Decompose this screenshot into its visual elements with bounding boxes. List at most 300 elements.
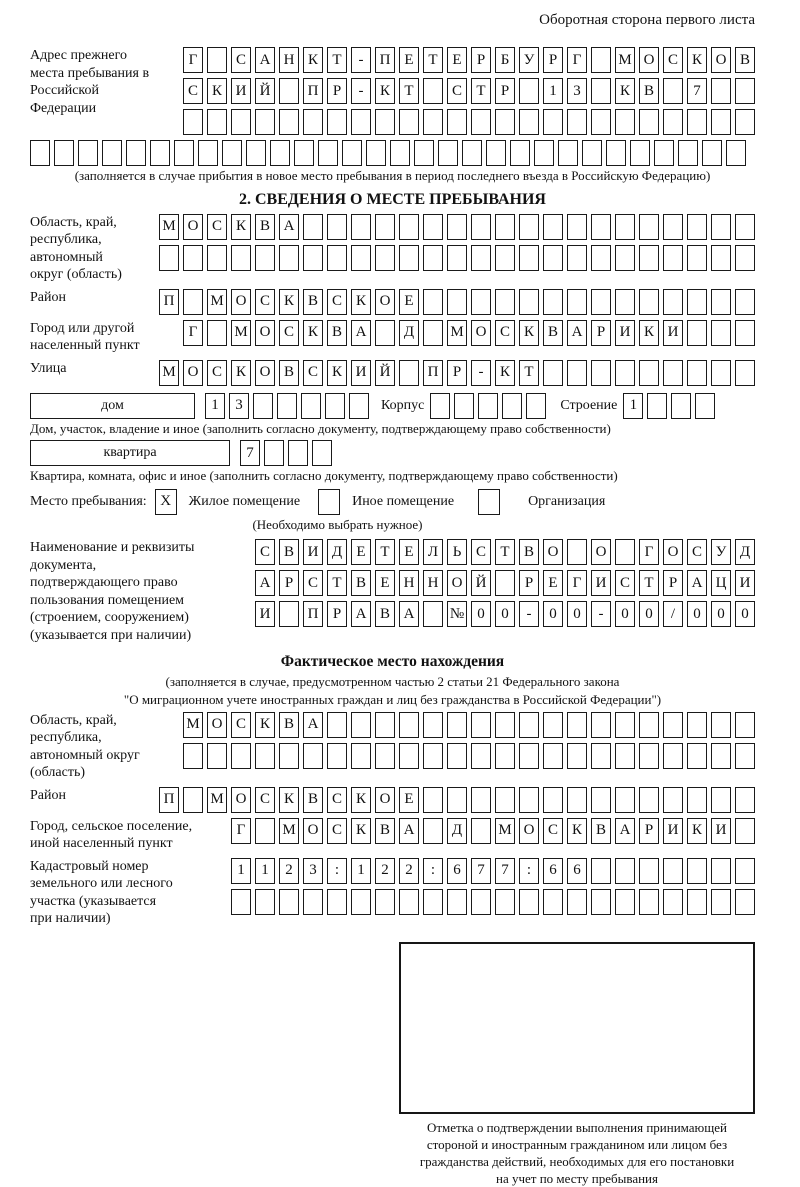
char-cell[interactable]: Й <box>471 570 491 596</box>
char-cell[interactable] <box>351 743 371 769</box>
char-cell[interactable]: Н <box>423 570 443 596</box>
char-cell[interactable] <box>375 889 395 915</box>
street-grid[interactable] <box>159 360 755 386</box>
char-cell[interactable] <box>183 245 203 271</box>
char-cell[interactable]: С <box>543 818 563 844</box>
char-cell[interactable]: У <box>711 539 731 565</box>
char-cell[interactable] <box>207 245 227 271</box>
actual-region-grid-row-1[interactable] <box>183 712 755 738</box>
char-cell[interactable] <box>510 140 530 166</box>
char-cell[interactable]: Г <box>567 570 587 596</box>
char-cell[interactable] <box>279 601 299 627</box>
char-cell[interactable]: О <box>255 320 275 346</box>
char-cell[interactable] <box>471 109 491 135</box>
char-cell[interactable]: 0 <box>471 601 491 627</box>
char-cell[interactable]: К <box>207 78 227 104</box>
char-cell[interactable]: : <box>423 858 443 884</box>
char-cell[interactable]: Т <box>519 360 539 386</box>
char-cell[interactable]: А <box>567 320 587 346</box>
char-cell[interactable] <box>447 245 467 271</box>
char-cell[interactable]: 0 <box>567 601 587 627</box>
char-cell[interactable]: С <box>327 289 347 315</box>
char-cell[interactable] <box>543 787 563 813</box>
char-cell[interactable] <box>687 712 707 738</box>
char-cell[interactable] <box>663 289 683 315</box>
char-cell[interactable] <box>423 289 443 315</box>
char-cell[interactable]: И <box>663 818 683 844</box>
char-cell[interactable]: : <box>519 858 539 884</box>
char-cell[interactable] <box>327 245 347 271</box>
char-cell[interactable] <box>735 245 755 271</box>
char-cell[interactable] <box>447 787 467 813</box>
char-cell[interactable]: К <box>231 214 251 240</box>
char-cell[interactable] <box>647 393 667 419</box>
char-cell[interactable] <box>711 78 731 104</box>
char-cell[interactable]: С <box>615 570 635 596</box>
char-cell[interactable]: 1 <box>255 858 275 884</box>
char-cell[interactable]: В <box>519 539 539 565</box>
char-cell[interactable]: С <box>255 289 275 315</box>
char-cell[interactable]: К <box>375 78 395 104</box>
char-cell[interactable]: С <box>231 712 251 738</box>
char-cell[interactable] <box>615 743 635 769</box>
char-cell[interactable]: Р <box>639 818 659 844</box>
char-cell[interactable] <box>711 712 731 738</box>
char-cell[interactable]: 3 <box>229 393 249 419</box>
char-cell[interactable]: : <box>327 858 347 884</box>
char-cell[interactable]: С <box>255 787 275 813</box>
char-cell[interactable]: М <box>615 47 635 73</box>
char-cell[interactable]: 3 <box>567 78 587 104</box>
char-cell[interactable] <box>423 320 443 346</box>
char-cell[interactable]: № <box>447 601 467 627</box>
char-cell[interactable]: М <box>159 214 179 240</box>
char-cell[interactable] <box>423 601 443 627</box>
char-cell[interactable] <box>591 78 611 104</box>
char-cell[interactable]: А <box>351 320 371 346</box>
char-cell[interactable] <box>567 360 587 386</box>
char-cell[interactable]: С <box>687 539 707 565</box>
char-cell[interactable] <box>567 712 587 738</box>
char-cell[interactable]: А <box>255 570 275 596</box>
char-cell[interactable] <box>486 140 506 166</box>
char-cell[interactable] <box>351 245 371 271</box>
char-cell[interactable]: С <box>495 320 515 346</box>
char-cell[interactable] <box>663 109 683 135</box>
char-cell[interactable]: В <box>543 320 563 346</box>
char-cell[interactable] <box>447 889 467 915</box>
char-cell[interactable] <box>687 320 707 346</box>
char-cell[interactable]: А <box>399 818 419 844</box>
char-cell[interactable]: Т <box>471 78 491 104</box>
char-cell[interactable]: М <box>495 818 515 844</box>
char-cell[interactable]: Е <box>447 47 467 73</box>
char-cell[interactable]: Т <box>423 47 443 73</box>
char-cell[interactable]: К <box>351 787 371 813</box>
char-cell[interactable] <box>277 393 297 419</box>
cadastral-grid-row-2[interactable] <box>231 889 755 915</box>
char-cell[interactable] <box>687 858 707 884</box>
char-cell[interactable] <box>711 320 731 346</box>
char-cell[interactable]: В <box>735 47 755 73</box>
char-cell[interactable] <box>711 214 731 240</box>
char-cell[interactable]: О <box>519 818 539 844</box>
char-cell[interactable] <box>447 109 467 135</box>
char-cell[interactable] <box>327 214 347 240</box>
char-cell[interactable] <box>735 743 755 769</box>
char-cell[interactable] <box>414 140 434 166</box>
char-cell[interactable]: Р <box>327 601 347 627</box>
char-cell[interactable] <box>735 360 755 386</box>
char-cell[interactable]: О <box>303 818 323 844</box>
char-cell[interactable] <box>519 109 539 135</box>
char-cell[interactable]: С <box>207 360 227 386</box>
char-cell[interactable] <box>126 140 146 166</box>
char-cell[interactable] <box>591 245 611 271</box>
char-cell[interactable] <box>423 214 443 240</box>
char-cell[interactable] <box>711 787 731 813</box>
char-cell[interactable]: П <box>159 787 179 813</box>
char-cell[interactable]: С <box>255 539 275 565</box>
char-cell[interactable]: М <box>207 787 227 813</box>
char-cell[interactable] <box>663 78 683 104</box>
char-cell[interactable] <box>495 245 515 271</box>
char-cell[interactable] <box>543 712 563 738</box>
char-cell[interactable] <box>615 858 635 884</box>
char-cell[interactable]: И <box>591 570 611 596</box>
char-cell[interactable]: О <box>231 787 251 813</box>
char-cell[interactable] <box>351 712 371 738</box>
char-cell[interactable] <box>615 539 635 565</box>
char-cell[interactable]: 2 <box>375 858 395 884</box>
char-cell[interactable] <box>663 743 683 769</box>
char-cell[interactable]: Р <box>663 570 683 596</box>
char-cell[interactable] <box>270 140 290 166</box>
char-cell[interactable] <box>301 393 321 419</box>
char-cell[interactable]: Д <box>327 539 347 565</box>
char-cell[interactable] <box>639 289 659 315</box>
char-cell[interactable]: В <box>351 570 371 596</box>
char-cell[interactable]: С <box>471 539 491 565</box>
char-cell[interactable] <box>663 245 683 271</box>
char-cell[interactable] <box>711 360 731 386</box>
actual-region-grid-row-2[interactable] <box>183 743 755 769</box>
char-cell[interactable] <box>471 214 491 240</box>
char-cell[interactable] <box>567 214 587 240</box>
char-cell[interactable] <box>735 787 755 813</box>
char-cell[interactable] <box>423 245 443 271</box>
document-grid-row-3[interactable] <box>255 601 755 627</box>
char-cell[interactable]: Д <box>447 818 467 844</box>
char-cell[interactable] <box>639 787 659 813</box>
char-cell[interactable]: О <box>375 289 395 315</box>
char-cell[interactable] <box>312 440 332 466</box>
char-cell[interactable] <box>519 289 539 315</box>
stay-type-checkbox-other[interactable] <box>318 489 340 515</box>
char-cell[interactable]: К <box>567 818 587 844</box>
char-cell[interactable]: 1 <box>351 858 371 884</box>
char-cell[interactable]: К <box>495 360 515 386</box>
char-cell[interactable] <box>695 393 715 419</box>
char-cell[interactable] <box>288 440 308 466</box>
char-cell[interactable] <box>390 140 410 166</box>
char-cell[interactable]: О <box>447 570 467 596</box>
char-cell[interactable]: К <box>351 289 371 315</box>
char-cell[interactable] <box>519 712 539 738</box>
char-cell[interactable]: Р <box>279 570 299 596</box>
char-cell[interactable] <box>519 245 539 271</box>
char-cell[interactable]: О <box>663 539 683 565</box>
char-cell[interactable]: Т <box>399 78 419 104</box>
char-cell[interactable]: И <box>231 78 251 104</box>
char-cell[interactable] <box>726 140 746 166</box>
char-cell[interactable] <box>375 214 395 240</box>
char-cell[interactable] <box>471 289 491 315</box>
char-cell[interactable] <box>447 712 467 738</box>
char-cell[interactable]: 0 <box>735 601 755 627</box>
char-cell[interactable] <box>639 858 659 884</box>
char-cell[interactable] <box>423 78 443 104</box>
char-cell[interactable]: Г <box>183 47 203 73</box>
char-cell[interactable] <box>663 787 683 813</box>
char-cell[interactable] <box>591 109 611 135</box>
char-cell[interactable]: 2 <box>279 858 299 884</box>
char-cell[interactable]: В <box>327 320 347 346</box>
char-cell[interactable]: О <box>543 539 563 565</box>
char-cell[interactable]: Р <box>327 78 347 104</box>
char-cell[interactable]: К <box>519 320 539 346</box>
char-cell[interactable]: К <box>639 320 659 346</box>
char-cell[interactable] <box>375 712 395 738</box>
char-cell[interactable]: В <box>591 818 611 844</box>
char-cell[interactable] <box>279 78 299 104</box>
char-cell[interactable] <box>327 712 347 738</box>
char-cell[interactable] <box>663 889 683 915</box>
char-cell[interactable]: Е <box>351 539 371 565</box>
char-cell[interactable]: Е <box>399 787 419 813</box>
char-cell[interactable]: В <box>303 289 323 315</box>
char-cell[interactable]: К <box>615 78 635 104</box>
char-cell[interactable] <box>207 320 227 346</box>
char-cell[interactable] <box>639 712 659 738</box>
char-cell[interactable] <box>399 109 419 135</box>
char-cell[interactable]: Г <box>567 47 587 73</box>
char-cell[interactable] <box>639 360 659 386</box>
char-cell[interactable] <box>543 889 563 915</box>
char-cell[interactable]: И <box>711 818 731 844</box>
char-cell[interactable]: А <box>615 818 635 844</box>
char-cell[interactable]: Е <box>399 47 419 73</box>
char-cell[interactable] <box>519 78 539 104</box>
char-cell[interactable]: О <box>471 320 491 346</box>
char-cell[interactable]: П <box>303 601 323 627</box>
char-cell[interactable]: Р <box>447 360 467 386</box>
char-cell[interactable] <box>663 360 683 386</box>
char-cell[interactable] <box>430 393 450 419</box>
char-cell[interactable]: С <box>303 360 323 386</box>
char-cell[interactable]: С <box>183 78 203 104</box>
char-cell[interactable] <box>54 140 74 166</box>
char-cell[interactable] <box>303 245 323 271</box>
char-cell[interactable]: Е <box>399 289 419 315</box>
char-cell[interactable]: А <box>351 601 371 627</box>
char-cell[interactable] <box>591 743 611 769</box>
char-cell[interactable]: А <box>687 570 707 596</box>
char-cell[interactable]: 7 <box>687 78 707 104</box>
char-cell[interactable] <box>327 109 347 135</box>
char-cell[interactable] <box>519 743 539 769</box>
char-cell[interactable]: Г <box>639 539 659 565</box>
char-cell[interactable] <box>375 743 395 769</box>
char-cell[interactable] <box>591 787 611 813</box>
char-cell[interactable] <box>615 787 635 813</box>
char-cell[interactable]: К <box>351 818 371 844</box>
char-cell[interactable] <box>663 858 683 884</box>
char-cell[interactable]: К <box>687 818 707 844</box>
char-cell[interactable] <box>207 109 227 135</box>
region-grid-row-1[interactable] <box>159 214 755 240</box>
prev-address-grid-row-1[interactable] <box>183 47 755 73</box>
char-cell[interactable] <box>567 539 587 565</box>
char-cell[interactable] <box>711 858 731 884</box>
char-cell[interactable]: С <box>447 78 467 104</box>
char-cell[interactable] <box>735 818 755 844</box>
char-cell[interactable]: О <box>207 712 227 738</box>
char-cell[interactable]: 0 <box>639 601 659 627</box>
char-cell[interactable] <box>454 393 474 419</box>
char-cell[interactable] <box>447 743 467 769</box>
char-cell[interactable]: Й <box>255 78 275 104</box>
char-cell[interactable] <box>582 140 602 166</box>
region-grid-row-2[interactable] <box>159 245 755 271</box>
char-cell[interactable] <box>735 289 755 315</box>
char-cell[interactable] <box>255 743 275 769</box>
char-cell[interactable] <box>471 889 491 915</box>
char-cell[interactable] <box>438 140 458 166</box>
char-cell[interactable] <box>351 109 371 135</box>
char-cell[interactable]: Т <box>639 570 659 596</box>
char-cell[interactable] <box>471 712 491 738</box>
char-cell[interactable] <box>735 858 755 884</box>
char-cell[interactable] <box>294 140 314 166</box>
char-cell[interactable]: О <box>375 787 395 813</box>
char-cell[interactable] <box>630 140 650 166</box>
char-cell[interactable]: 1 <box>543 78 563 104</box>
char-cell[interactable]: 1 <box>205 393 225 419</box>
char-cell[interactable] <box>366 140 386 166</box>
char-cell[interactable]: Т <box>327 47 347 73</box>
char-cell[interactable]: В <box>279 539 299 565</box>
prev-address-grid-row-3[interactable] <box>183 109 755 135</box>
char-cell[interactable] <box>279 889 299 915</box>
char-cell[interactable]: 0 <box>495 601 515 627</box>
char-cell[interactable]: Й <box>375 360 395 386</box>
char-cell[interactable]: В <box>375 818 395 844</box>
char-cell[interactable] <box>303 109 323 135</box>
char-cell[interactable] <box>543 245 563 271</box>
char-cell[interactable] <box>567 289 587 315</box>
char-cell[interactable] <box>735 214 755 240</box>
char-cell[interactable] <box>183 109 203 135</box>
char-cell[interactable] <box>543 109 563 135</box>
char-cell[interactable] <box>687 360 707 386</box>
char-cell[interactable] <box>231 889 251 915</box>
char-cell[interactable] <box>471 818 491 844</box>
char-cell[interactable]: О <box>183 360 203 386</box>
char-cell[interactable]: О <box>591 539 611 565</box>
char-cell[interactable]: 7 <box>471 858 491 884</box>
char-cell[interactable]: О <box>231 289 251 315</box>
char-cell[interactable] <box>303 889 323 915</box>
char-cell[interactable]: 1 <box>231 858 251 884</box>
char-cell[interactable]: В <box>279 360 299 386</box>
char-cell[interactable]: Н <box>279 47 299 73</box>
char-cell[interactable]: К <box>231 360 251 386</box>
actual-district-grid[interactable] <box>159 787 755 813</box>
char-cell[interactable] <box>495 889 515 915</box>
char-cell[interactable]: И <box>615 320 635 346</box>
char-cell[interactable] <box>349 393 369 419</box>
char-cell[interactable] <box>687 289 707 315</box>
house-number-grid[interactable] <box>205 393 369 419</box>
char-cell[interactable]: У <box>519 47 539 73</box>
char-cell[interactable]: И <box>351 360 371 386</box>
char-cell[interactable] <box>711 109 731 135</box>
char-cell[interactable] <box>495 289 515 315</box>
char-cell[interactable] <box>102 140 122 166</box>
char-cell[interactable] <box>735 712 755 738</box>
char-cell[interactable] <box>495 570 515 596</box>
char-cell[interactable]: К <box>279 289 299 315</box>
stay-type-checkbox-organization[interactable] <box>478 489 500 515</box>
char-cell[interactable] <box>543 360 563 386</box>
char-cell[interactable]: П <box>423 360 443 386</box>
char-cell[interactable]: Ц <box>711 570 731 596</box>
char-cell[interactable] <box>735 889 755 915</box>
char-cell[interactable]: М <box>447 320 467 346</box>
char-cell[interactable] <box>174 140 194 166</box>
char-cell[interactable] <box>255 245 275 271</box>
char-cell[interactable]: А <box>279 214 299 240</box>
char-cell[interactable]: 6 <box>543 858 563 884</box>
char-cell[interactable]: 1 <box>623 393 643 419</box>
char-cell[interactable] <box>318 140 338 166</box>
char-cell[interactable]: О <box>711 47 731 73</box>
char-cell[interactable] <box>663 214 683 240</box>
char-cell[interactable]: С <box>231 47 251 73</box>
char-cell[interactable] <box>687 109 707 135</box>
char-cell[interactable] <box>246 140 266 166</box>
char-cell[interactable] <box>159 245 179 271</box>
char-cell[interactable] <box>615 245 635 271</box>
document-grid-row-1[interactable] <box>255 539 755 565</box>
char-cell[interactable]: 2 <box>399 858 419 884</box>
char-cell[interactable] <box>526 393 546 419</box>
char-cell[interactable]: Е <box>399 539 419 565</box>
char-cell[interactable]: - <box>471 360 491 386</box>
char-cell[interactable] <box>423 743 443 769</box>
char-cell[interactable] <box>711 889 731 915</box>
char-cell[interactable] <box>150 140 170 166</box>
char-cell[interactable]: О <box>639 47 659 73</box>
char-cell[interactable]: Р <box>495 78 515 104</box>
korpus-grid[interactable] <box>430 393 546 419</box>
char-cell[interactable]: К <box>279 787 299 813</box>
char-cell[interactable] <box>399 889 419 915</box>
char-cell[interactable] <box>591 360 611 386</box>
char-cell[interactable]: И <box>663 320 683 346</box>
char-cell[interactable]: Д <box>399 320 419 346</box>
